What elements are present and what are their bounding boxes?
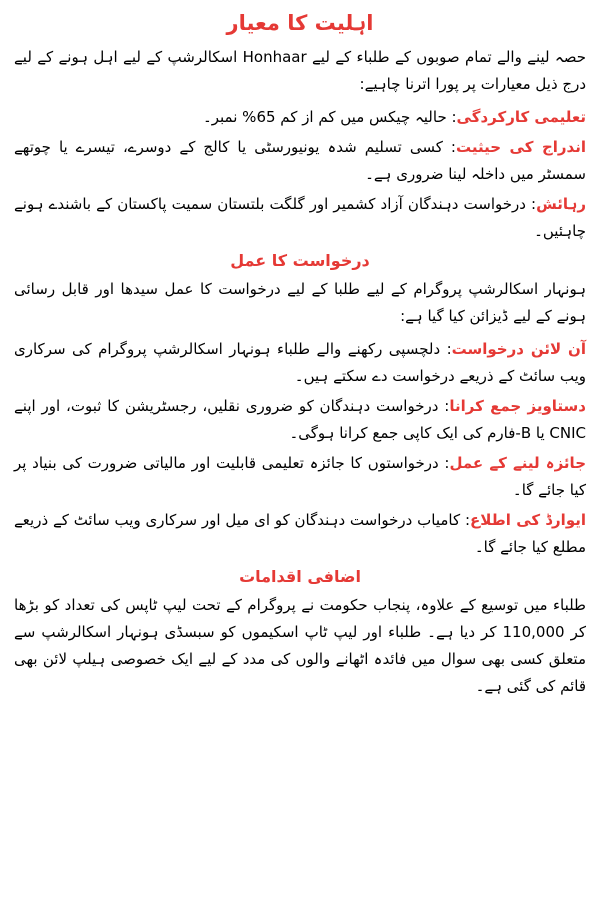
process-label: جائزہ لینے کے عمل: [449, 454, 586, 472]
process-text: : دلچسپی رکھنے والے طلباء ہونہار اسکالرشپ پروگرام کی سرکاری ویب سائٹ کے ذریعے درخواست دے سکتے ہیں۔: [14, 340, 586, 385]
criterion-text: : حالیہ چیکس میں کم از کم 65% نمبر۔: [202, 108, 457, 126]
process-label: آن لائن درخواست: [451, 340, 586, 358]
criterion-academic: [14, 104, 586, 131]
process-label: ایوارڈ کی اطلاع: [470, 511, 586, 529]
process-text: : درخواستوں کا جائزہ تعلیمی قابلیت اور مالیاتی ضرورت کی بنیاد پر کیا جائے گا۔: [14, 454, 586, 499]
process-award-notification: [14, 507, 586, 561]
process-review: [14, 450, 586, 504]
process-heading: درخواست کا عمل: [230, 251, 370, 270]
process-text: : درخواست دہندگان کو ضروری نقلیں، رجسٹریشن کا ثبوت، اور اپنے CNIC یا B-فارم کی ایک کاپی جمع کرانا ہوگی۔: [14, 397, 586, 442]
process-text: : کامیاب درخواست دہندگان کو ای میل اور سرکاری ویب سائٹ کے ذریعے مطلع کیا جائے گا۔: [14, 511, 586, 556]
criterion-text: : درخواست دہندگان آزاد کشمیر اور گلگت بلتستان سمیت پاکستان کے باشندے ہونے چاہئیں۔: [14, 195, 586, 240]
additional-paragraph: طلباء میں توسیع کے علاوہ، پنجاب حکومت نے پروگرام کے تحت لیپ ٹاپس کی تعداد کو بڑھا کر 110,000 کر دیا ہے۔ طلباء اور لیپ ٹاپ اسکیموں کو سبسڈی ہونہار اسکالرشپ سے متعلق کسی بھی سوال میں فائدہ اٹھانے والوں کی مدد کے لیے ایک خصوصی ہیلپ لائن بھی قائم کی گئی ہے۔: [14, 596, 587, 695]
criterion-residence: [14, 191, 586, 245]
additional-heading: اضافی اقدامات: [239, 567, 361, 586]
criterion-text: : کسی تسلیم شدہ یونیورسٹی یا کالج کے دوسرے، تیسرے یا چوتھے سمسٹر میں داخلہ لینا ضروری ہے۔: [14, 138, 586, 183]
intro-paragraph: حصہ لینے والے تمام صوبوں کے طلباء کے لیے Honhaar اسکالرشپ کے لیے اہل ہونے کے لیے درج ذیل معیارات پر پورا اترنا چاہیے:: [14, 48, 586, 93]
process-document-submission: [14, 393, 586, 447]
page-title: اہلیت کا معیار: [226, 11, 374, 35]
criterion-label: رہائش: [536, 195, 586, 213]
criterion-label: تعلیمی کارکردگی: [456, 108, 586, 126]
process-intro: ہونہار اسکالرشپ پروگرام کے لیے طلبا کے لیے درخواست کا عمل سیدھا اور قابل رسائی ہونے کے لیے ڈیزائن کیا گیا ہے:: [14, 280, 586, 325]
criterion-enrollment: [14, 134, 586, 188]
process-label: دستاویز جمع کرانا: [449, 397, 587, 415]
process-online-application: [14, 336, 586, 390]
criterion-label: اندراج کی حیثیت: [455, 138, 586, 156]
